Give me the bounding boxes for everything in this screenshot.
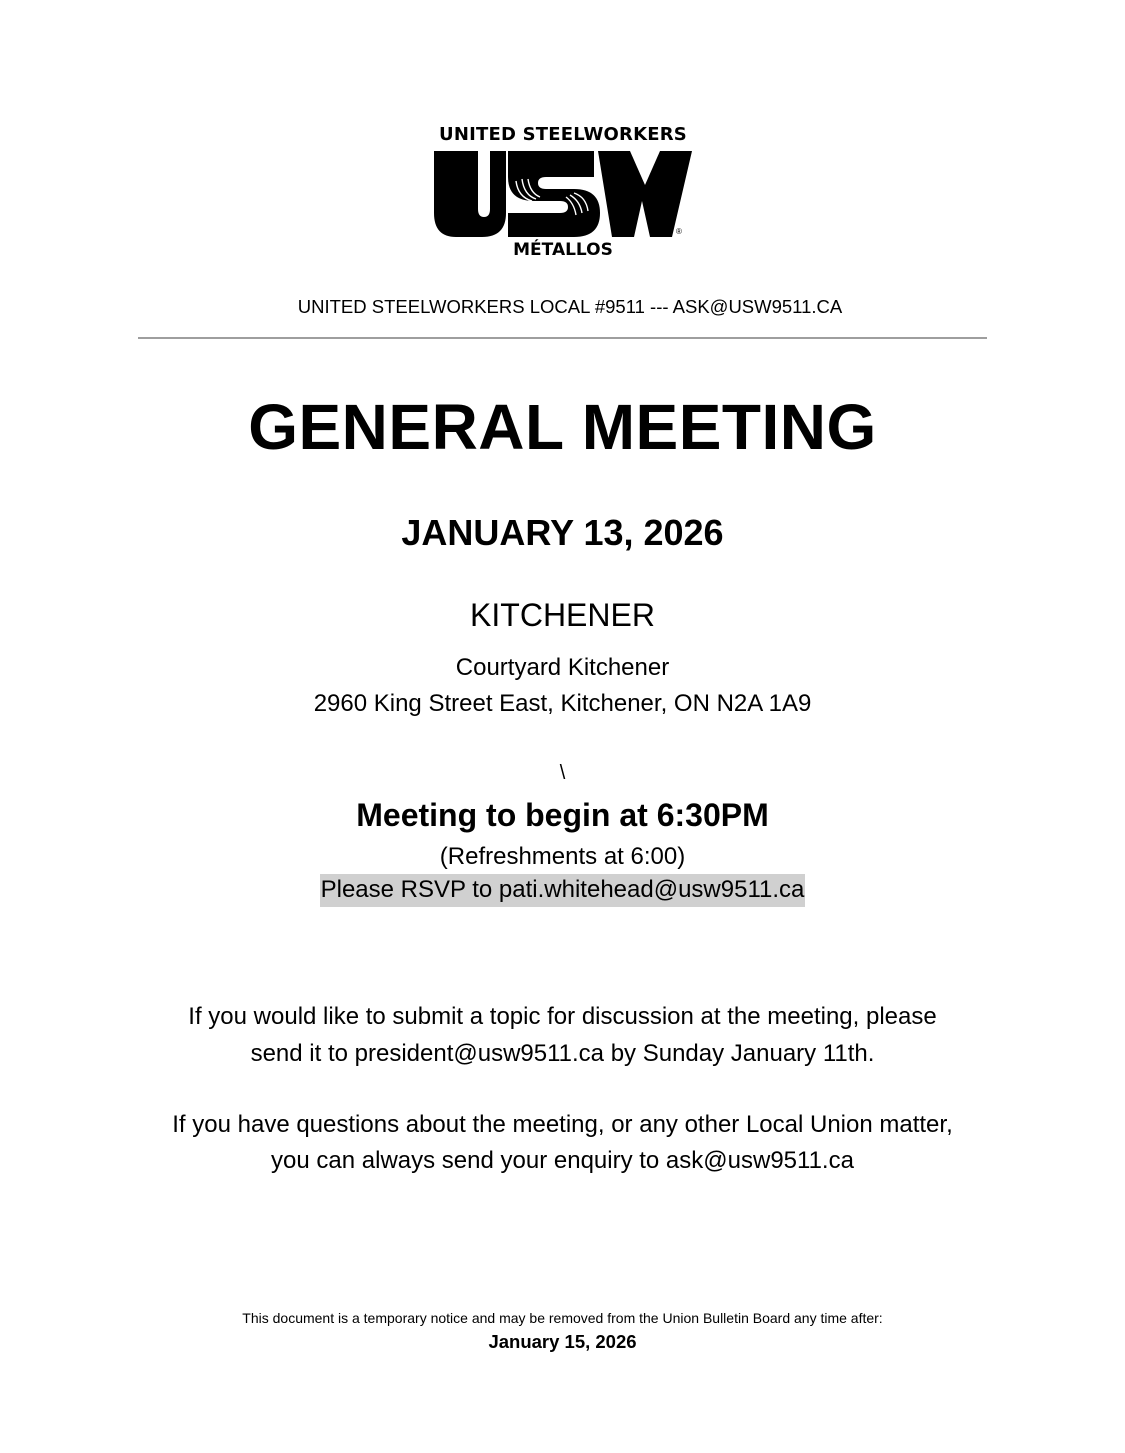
stray-character: \: [559, 762, 566, 784]
header-divider: [138, 337, 987, 339]
logo-top-text: UNITED STEELWORKERS: [439, 124, 687, 145]
start-time: Meeting to begin at 6:30PM: [356, 797, 769, 833]
rsvp-line: [0, 876, 1125, 904]
footer-removal-date: January 15, 2026: [488, 1331, 637, 1352]
page-title: GENERAL MEETING: [248, 391, 877, 463]
meeting-city: KITCHENER: [470, 597, 655, 633]
meeting-date: JANUARY 13, 2026: [401, 512, 724, 553]
logo-bottom-text: MÉTALLOS: [513, 240, 613, 260]
usw-letters-icon: [434, 151, 692, 239]
venue-name: Courtyard Kitchener: [455, 654, 670, 681]
venue-address: 2960 King Street East, Kitchener, ON N2A 1A9: [313, 690, 812, 717]
topic-submission-line-2: send it to president@usw9511.ca by Sunday January 11th.: [250, 1040, 875, 1067]
refreshments-time: (Refreshments at 6:00): [439, 843, 686, 870]
footer-disclaimer: This document is a temporary notice and may be removed from the Union Bulletin Board any time after:: [242, 1310, 883, 1326]
usw-logo: [432, 124, 694, 264]
local-contact-header: UNITED STEELWORKERS LOCAL #9511 --- ASK@USW9511.CA: [297, 296, 843, 317]
registered-mark: ®: [676, 227, 682, 236]
rsvp-highlighted-text: Please RSVP to pati.whitehead@usw9511.ca: [320, 874, 806, 907]
questions-line-1: If you have questions about the meeting, or any other Local Union matter,: [172, 1111, 953, 1138]
topic-submission-line-1: If you would like to submit a topic for discussion at the meeting, please: [188, 1003, 937, 1030]
questions-line-2: you can always send your enquiry to ask@usw9511.ca: [271, 1147, 854, 1174]
